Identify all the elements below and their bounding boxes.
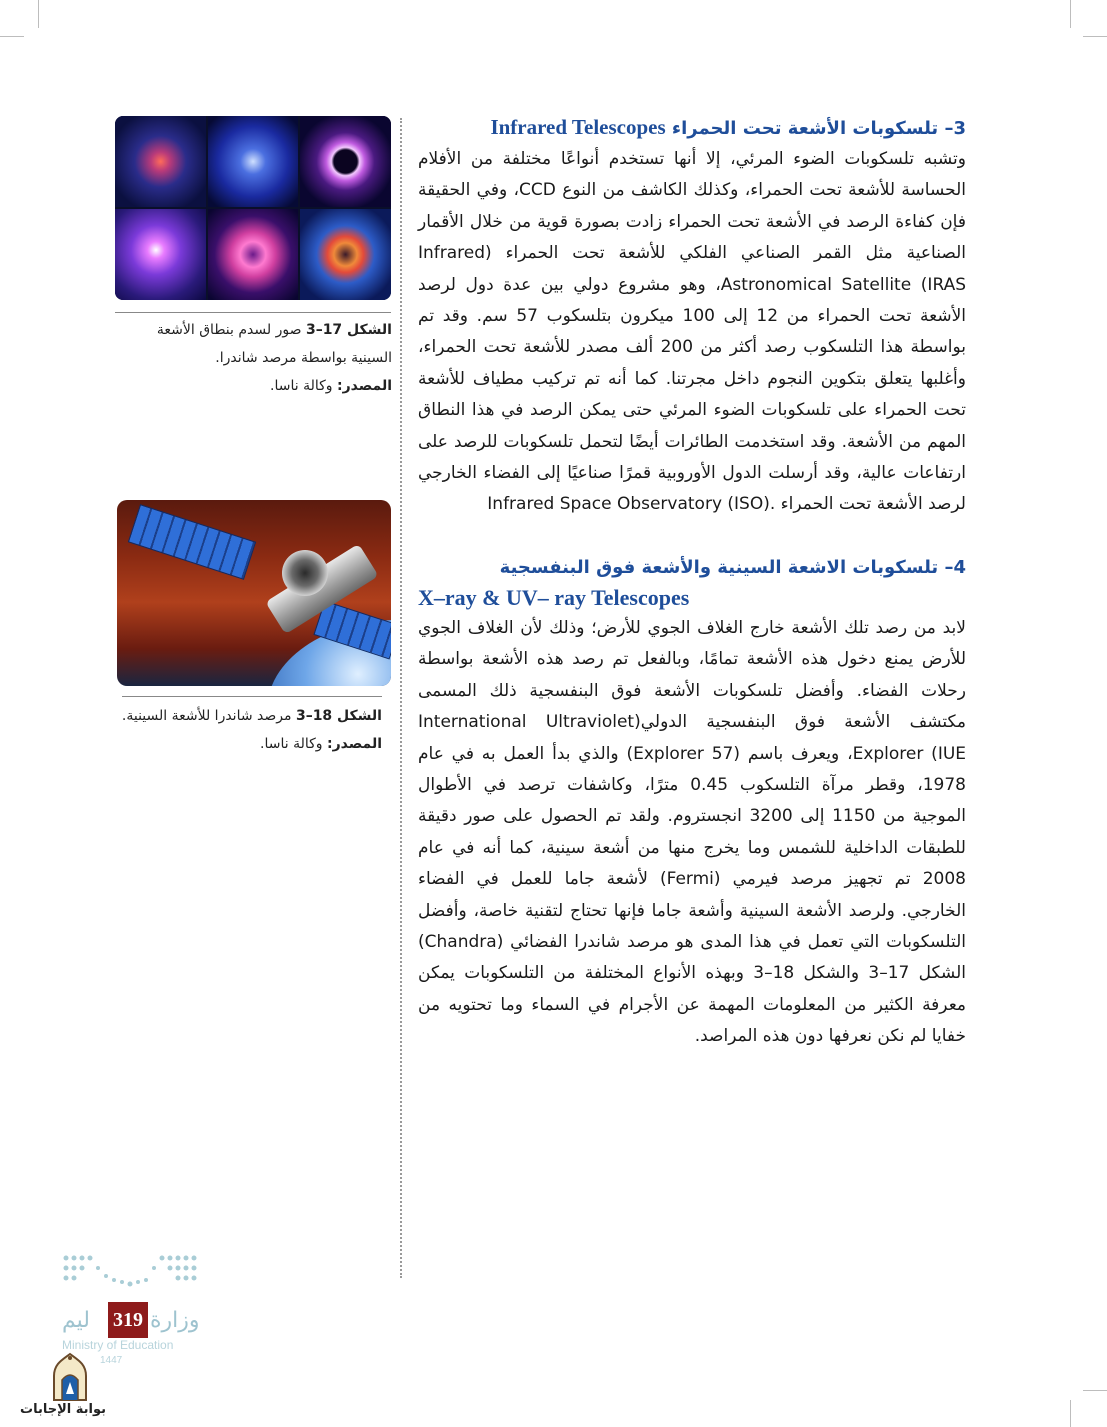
section-3-paragraph: وتشبه تلسكوبات الضوء المرئي، إلا أنها تستخدم أنواعًا مختلفة من الأفلام الحساسة للأشعة تحت الحمراء، وكذلك الكاشف من النوع CCD، وفي الحقيقة فإن كفاءة الرصد في الأشعة تحت الحمراء زادت بصورة قوية من خلال الأقمار الصناعية مثل القمر الصناعي الفلكي للأشعة تحت الحمراء (Infrared Astronomical Satellite (IRAS، وهو مشروع دولي بين عدة دول لرصد الأشعة تحت الحمراء من 12 إلى 100 ميكرون بتلسكوب 57 سم. وقد تم بواسطة هذا التلسكوب رصد أكثر من 200 ألف مصدر للأشعة تحت الحمراء، وأغلبها يتعلق بتكوين النجوم داخل مجرتنا. كما أنه تم تركيب مطياف للأشعة تحت الحمراء على تلسكوبات الضوء المرئي حتى يمكن الرصد في هذا النطاق المهم من الأشعة. وقد استخدمت الطائرات أيضًا لتحمل تلسكوبات للرصد على ارتفاعات عالية، وقد أرسلت الدول الأوروبية قمرًا صناعيًا إلى الفضاء الخارجي لرصد الأشعة تحت الحمراء .Infrared Space Observatory (ISO) <box>418 149 966 515</box>
figure-text: مرصد شاندرا للأشعة السينية. <box>121 708 296 724</box>
crop-mark <box>1070 1400 1071 1427</box>
section-number: 3– <box>944 118 966 139</box>
crop-mark <box>1083 36 1107 37</box>
figure-label: الشكل 17–3 <box>305 322 392 338</box>
nebula-image <box>115 116 206 207</box>
nebula-image <box>300 209 391 300</box>
ministry-name-en: Ministry of Education <box>62 1338 174 1352</box>
caption-rule <box>115 312 391 313</box>
caption-rule <box>122 696 382 697</box>
mosque-logo-icon <box>42 1350 98 1406</box>
nebula-image <box>208 116 299 207</box>
crop-mark <box>0 36 24 37</box>
column-divider <box>400 118 402 1278</box>
figure-18-caption <box>112 702 382 758</box>
crop-mark <box>38 0 39 28</box>
nebula-image <box>115 209 206 300</box>
section-number: 4– <box>944 556 966 578</box>
telescope-aperture <box>282 550 328 596</box>
figure-label: الشكل 18–3 <box>295 708 382 724</box>
section-4-title-en: X–ray & UV– ray Telescopes <box>418 584 690 610</box>
ministry-year: 1447 <box>100 1355 123 1366</box>
section-4-paragraph: لابد من رصد تلك الأشعة خارج الغلاف الجوي للأرض؛ وذلك لأن الغلاف الجوي للأرض يمنع دخول هذه الأشعة تمامًا، وبالفعل تم رصد هذه الأشعة بواسطة رحلات الفضاء. وأفضل تلسكوبات الأشعة فوق البنفسجية ذلك المسمى مكتشف الأشعة فوق البنفسجية الدولي(International Ultraviolet Explorer (IUE، ويعرف باسم (Explorer 57) والذي بدأ العمل به في عام 1978، وقطر مرآة التلسكوب 0.45 مترًا، وكاشفات ترصد في الأطوال الموجية من 1150 إلى 3200 انجستروم. ولقد تم الحصول على صور دقيقة للطبقات الداخلية للشمس وما يخرج منها من أشعة سينية، كما أنه في عام 2008 تم تجهيز مرصد فيرمي (Fermi) لأشعة جاما للعمل في الفضاء الخارجي. ولرصد الأشعة السينية وأشعة جاما فإنها تحتاج لتقنية خاصة، وأفضل التلسكوبات التي تعمل في هذا المدى هو مرصد شاندرا الفضائي (Chandra) الشكل 17–3 والشكل 18–3 وبهذه الأنواع المختلفة من التلسكوبات يمكن معرفة الكثير من المعلومات المهمة عن الأجرام في السماء وما تحتويه من خفايا لم نكن نعرفها دون هذه المراصد. <box>418 617 967 1047</box>
figure-text: صور لسدم بنطاق الأشعة السينية بواسطة مرصد شاندرا. <box>156 322 392 366</box>
figure-17-caption <box>112 316 392 400</box>
ministry-logo-dots <box>62 1252 198 1292</box>
nebulae-image-grid <box>115 116 391 300</box>
source-label: المصدر: <box>327 736 382 752</box>
ministry-name-ar: ليم <box>62 1308 90 1333</box>
site-name: بوابة الإجابات <box>20 1402 106 1417</box>
crop-mark <box>1083 1390 1107 1391</box>
section-title-ar: تلسكوبات الأشعة تحت الحمراء <box>671 118 939 139</box>
ministry-name-ar: وزارة <box>150 1308 200 1333</box>
nebula-image <box>300 116 391 207</box>
page-number: 319 <box>108 1302 148 1338</box>
crop-mark <box>1070 0 1071 28</box>
chandra-observatory-image <box>117 500 391 686</box>
nebula-image <box>208 209 299 300</box>
solar-panel <box>128 504 256 580</box>
section-title-en: Infrared Telescopes <box>490 115 666 139</box>
section-4-heading <box>418 553 966 583</box>
source-text: وكالة ناسا. <box>260 736 328 752</box>
source-label: المصدر: <box>337 378 392 394</box>
source-text: وكالة ناسا. <box>270 378 338 394</box>
main-column <box>418 112 966 1053</box>
section-3-heading <box>418 112 966 144</box>
section-title-ar: تلسكوبات الاشعة السينية والأشعة فوق البنفسجية <box>499 556 939 578</box>
